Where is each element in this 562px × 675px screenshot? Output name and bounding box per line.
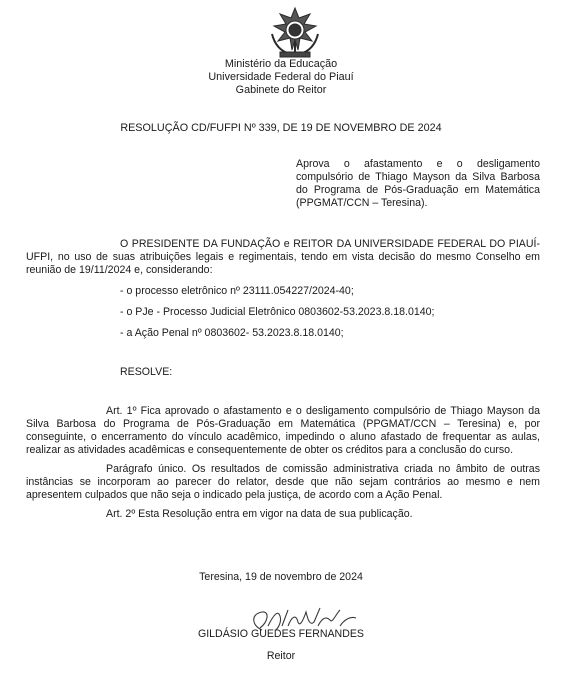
- considerando-3: - a Ação Penal nº 0803602- 53.2023.8.18.0140;: [120, 327, 344, 339]
- preamble: O PRESIDENTE DA FUNDAÇÃO e REITOR DA UNIVERSIDADE FEDERAL DO PIAUÍ-UFPI, no uso de suas atribuições legais e regimentais, tendo em vista decisão do mesmo Conselho em reunião de 19/11/2024 e, considerando:: [26, 238, 540, 276]
- header-ministry: Ministério da Educação: [224, 58, 338, 70]
- signer-name: GILDÁSIO GUEDES FERNANDES: [197, 628, 364, 640]
- signer-role: Reitor: [266, 650, 296, 662]
- resolution-title: RESOLUÇÃO CD/FUFPI Nº 339, DE 19 DE NOVEMBRO DE 2024: [120, 122, 442, 134]
- article-2: Art. 2º Esta Resolução entra em vigor na data de sua publicação.: [106, 508, 413, 520]
- ementa: Aprova o afastamento e o desligamento compulsório de Thiago Mayson da Silva Barbosa do Programa de Pós-Graduação em Matemática (PPGMAT/CCN – Teresina).: [296, 158, 540, 209]
- paragrafo-unico: Parágrafo único. Os resultados de comissão administrativa criada no âmbito de outras instâncias se incorporam ao parecer do relator, desde que não sejam contrários ao mesmo e nem apresentem culpados que não seja o indicado pela justiça, de acordo com a Ação Penal.: [26, 463, 540, 501]
- article-1: Art. 1º Fica aprovado o afastamento e o desligamento compulsório de Thiago Mayson da Silva Barbosa do Programa de Pós-Graduação em Matemática (PPGMAT/CCN – Teresina) e, por conseguinte, o encerramento do vínculo acadêmico, impedindo o aluno afastado de frequentar as aulas, realizar as atividades acadêmicas e consequentemente de obter os créditos para a conclusão do curso.: [26, 405, 540, 456]
- brasao-icon: [266, 6, 324, 60]
- considerando-1: - o processo eletrônico nº 23111.054227/2024-40;: [120, 285, 354, 297]
- header-university: Universidade Federal do Piauí: [208, 71, 354, 83]
- considerando-2: - o PJe - Processo Judicial Eletrônico 0803602-53.2023.8.18.0140;: [120, 306, 435, 318]
- header-office: Gabinete do Reitor: [235, 84, 327, 96]
- date-line: Teresina, 19 de novembro de 2024: [199, 571, 363, 583]
- resolve-label: RESOLVE:: [120, 366, 173, 378]
